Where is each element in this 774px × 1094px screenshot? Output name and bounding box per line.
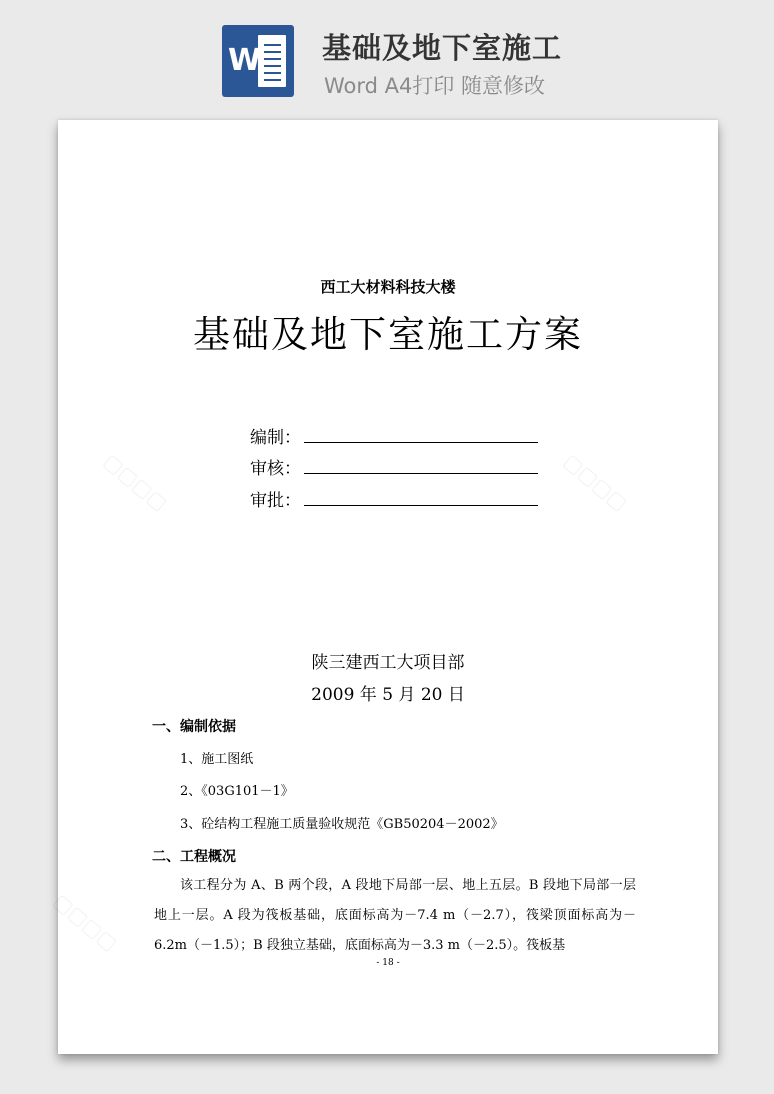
sign-label: 编制：: [250, 428, 301, 448]
banner-subtitle: Word A4打印 随意修改: [324, 74, 546, 98]
watermark: ▢▢▢▢: [559, 448, 633, 516]
page-number: - 18 -: [376, 958, 400, 968]
document-page: [49, 120, 718, 1054]
sign-row-approve: [250, 486, 302, 510]
organization: 陕三建西工大项目部: [311, 653, 465, 673]
sign-row-review: [250, 454, 302, 478]
word-icon: [222, 25, 294, 97]
list-item: 3、砼结构工程施工质量验收规范《GB50204－2002》: [180, 817, 504, 832]
logo-letter: W: [228, 43, 262, 78]
section-heading: 一、编制依据: [152, 719, 236, 735]
banner-title: 基础及地下室施工: [322, 31, 563, 65]
watermark: ▢▢▢▢: [99, 448, 173, 516]
sign-line: [304, 473, 538, 474]
sign-line: [304, 505, 538, 506]
sign-label: 审批：: [250, 491, 301, 511]
section-heading: 二、工程概况: [152, 849, 236, 865]
watermark: ▢▢▢▢: [49, 888, 123, 956]
document-subtitle: 西工大材料科技大楼: [320, 278, 456, 296]
sign-line: [304, 442, 538, 443]
list-item: 1、施工图纸: [180, 752, 254, 767]
sign-row-compile: [250, 423, 302, 447]
document-title: 基础及地下室施工方案: [193, 313, 583, 356]
body-paragraph: 该工程分为 A、B 两个段，A 段地下局部一层、地上五层。B 段地下局部一层地上一层。A 段为筏板基础，底面标高为－7.4 m（－2.7），筏梁顶面标高为－6.2m（－1.5）；B 段独立基础，底面标高为－3.3 m（－2.5）。筏板基: [154, 878, 636, 953]
list-item: 2、《03G101－1》: [180, 784, 294, 799]
sign-label: 审核：: [250, 459, 301, 479]
document-date: 2009 年 5 月 20 日: [311, 685, 465, 705]
banner: [0, 0, 774, 118]
